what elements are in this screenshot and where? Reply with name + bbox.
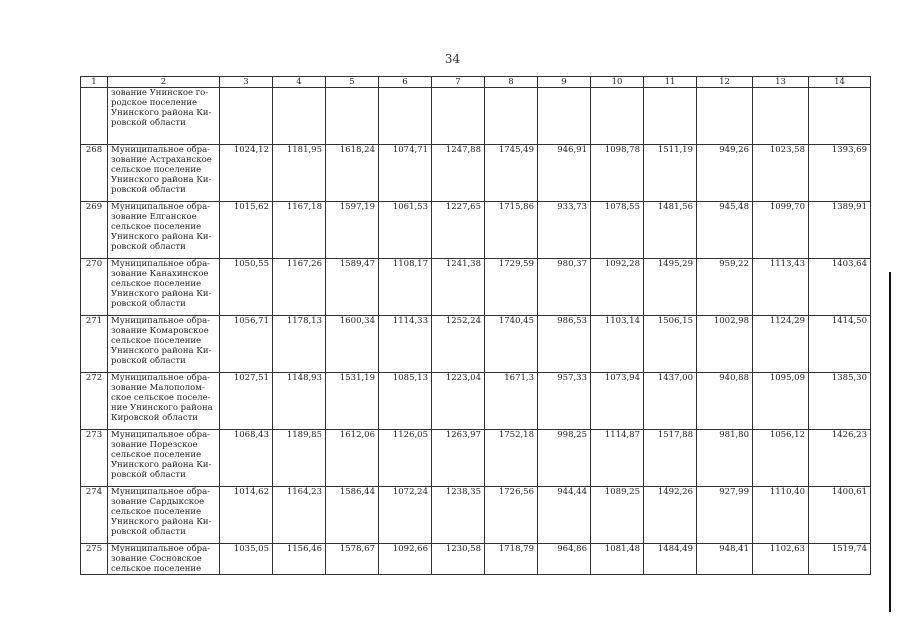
value-cell: 1089,25	[591, 487, 644, 544]
value-cell: 1164,23	[273, 487, 326, 544]
value-cell: 1600,34	[326, 316, 379, 373]
municipality-name-line: Муниципальное обра-	[111, 487, 211, 497]
value-cell: 1092,28	[591, 259, 644, 316]
value-cell: 1056,71	[220, 316, 273, 373]
municipality-name	[108, 487, 220, 544]
column-header: 12	[697, 77, 753, 88]
value-cell: 1068,43	[220, 430, 273, 487]
municipality-name-line: Муниципальное обра-	[111, 373, 211, 383]
municipality-name-line: ровской области	[111, 527, 186, 537]
municipality-name-line: Унинского района Ки-	[111, 346, 212, 356]
table-body	[81, 88, 871, 575]
value-cell	[220, 88, 273, 145]
municipality-name-line: зование Унинское го-	[111, 88, 209, 98]
value-cell: 964,86	[538, 544, 591, 575]
column-header: 4	[273, 77, 326, 88]
municipality-name-line: Муниципальное обра-	[111, 259, 211, 269]
column-header: 6	[379, 77, 432, 88]
value-cell	[644, 88, 697, 145]
value-cell: 1015,62	[220, 202, 273, 259]
value-cell: 1252,24	[432, 316, 485, 373]
column-header: 10	[591, 77, 644, 88]
value-cell: 1389,91	[809, 202, 871, 259]
value-cell: 945,48	[697, 202, 753, 259]
value-cell: 1492,26	[644, 487, 697, 544]
value-cell: 1056,12	[753, 430, 809, 487]
tariff-table	[80, 76, 871, 575]
value-cell: 1531,19	[326, 373, 379, 430]
row-number	[81, 88, 108, 145]
municipality-name-line: зование Малополом-	[111, 383, 205, 393]
value-cell: 1495,29	[644, 259, 697, 316]
value-cell: 1241,38	[432, 259, 485, 316]
column-header: 7	[432, 77, 485, 88]
municipality-name	[108, 373, 220, 430]
value-cell: 1726,56	[485, 487, 538, 544]
value-cell: 1506,15	[644, 316, 697, 373]
value-cell: 1189,85	[273, 430, 326, 487]
value-cell: 1586,44	[326, 487, 379, 544]
page-number: 34	[444, 52, 461, 66]
value-cell: 1181,95	[273, 145, 326, 202]
municipality-name-line: ровской области	[111, 185, 186, 195]
value-cell: 1230,58	[432, 544, 485, 575]
municipality-name-line: Унинского района Ки-	[111, 232, 212, 242]
value-cell: 1715,86	[485, 202, 538, 259]
value-cell: 1740,45	[485, 316, 538, 373]
value-cell: 933,73	[538, 202, 591, 259]
value-cell	[379, 88, 432, 145]
municipality-name-line: ровской области	[111, 242, 186, 252]
row-number: 269	[81, 202, 108, 259]
value-cell: 1178,13	[273, 316, 326, 373]
municipality-name-line: ровской области	[111, 356, 186, 366]
value-cell: 1023,58	[753, 145, 809, 202]
value-cell	[591, 88, 644, 145]
value-cell	[432, 88, 485, 145]
value-cell: 1671,3	[485, 373, 538, 430]
value-cell: 1400,61	[809, 487, 871, 544]
column-header: 11	[644, 77, 697, 88]
value-cell: 1024,12	[220, 145, 273, 202]
row-number: 275	[81, 544, 108, 575]
value-cell: 1124,29	[753, 316, 809, 373]
municipality-name-line: зование Астраханское	[111, 155, 212, 165]
value-cell: 998,25	[538, 430, 591, 487]
value-cell: 1167,26	[273, 259, 326, 316]
value-cell: 1102,63	[753, 544, 809, 575]
value-cell: 1099,70	[753, 202, 809, 259]
page-edge-line	[889, 272, 891, 612]
municipality-name-line: Муниципальное обра-	[111, 202, 211, 212]
value-cell: 946,91	[538, 145, 591, 202]
column-header: 14	[809, 77, 871, 88]
value-cell: 1589,47	[326, 259, 379, 316]
row-number: 268	[81, 145, 108, 202]
value-cell: 1745,49	[485, 145, 538, 202]
value-cell: 1481,56	[644, 202, 697, 259]
value-cell: 1126,05	[379, 430, 432, 487]
table-row	[81, 88, 871, 145]
value-cell: 1393,69	[809, 145, 871, 202]
column-header: 5	[326, 77, 379, 88]
value-cell: 1167,18	[273, 202, 326, 259]
value-cell: 1035,05	[220, 544, 273, 575]
value-cell: 949,26	[697, 145, 753, 202]
value-cell: 1618,24	[326, 145, 379, 202]
value-cell: 1092,66	[379, 544, 432, 575]
value-cell: 1597,19	[326, 202, 379, 259]
column-header: 3	[220, 77, 273, 88]
value-cell: 1050,55	[220, 259, 273, 316]
value-cell: 1426,23	[809, 430, 871, 487]
value-cell	[697, 88, 753, 145]
value-cell: 1729,59	[485, 259, 538, 316]
value-cell: 1718,79	[485, 544, 538, 575]
value-cell: 1148,93	[273, 373, 326, 430]
table-row	[81, 316, 871, 373]
value-cell: 1247,88	[432, 145, 485, 202]
value-cell: 1263,97	[432, 430, 485, 487]
municipality-name-line: ровской области	[111, 470, 186, 480]
value-cell: 1114,33	[379, 316, 432, 373]
value-cell: 1403,64	[809, 259, 871, 316]
municipality-name-line: Унинского района Ки-	[111, 175, 212, 185]
municipality-name-line: зование Порезское	[111, 440, 198, 450]
municipality-name	[108, 259, 220, 316]
municipality-name-line: Муниципальное обра-	[111, 430, 211, 440]
row-number: 273	[81, 430, 108, 487]
municipality-name-line: Муниципальное обра-	[111, 145, 211, 155]
value-cell: 1095,09	[753, 373, 809, 430]
table-row	[81, 145, 871, 202]
value-cell: 1484,49	[644, 544, 697, 575]
column-header: 13	[753, 77, 809, 88]
municipality-name-line: ние Унинского района	[111, 403, 213, 413]
value-cell: 1517,88	[644, 430, 697, 487]
value-cell: 1074,71	[379, 145, 432, 202]
column-header: 8	[485, 77, 538, 88]
value-cell: 1002,98	[697, 316, 753, 373]
municipality-name-line: зование Сардыкское	[111, 497, 205, 507]
value-cell: 1578,67	[326, 544, 379, 575]
value-cell: 1014,62	[220, 487, 273, 544]
value-cell: 1114,87	[591, 430, 644, 487]
municipality-name-line: сельское поселение	[111, 279, 202, 289]
municipality-name-line: сельское поселение	[111, 450, 202, 460]
value-cell: 1156,46	[273, 544, 326, 575]
table-row	[81, 259, 871, 316]
column-header: 9	[538, 77, 591, 88]
municipality-name-line: сельское поселение	[111, 165, 202, 175]
value-cell: 1085,13	[379, 373, 432, 430]
value-cell: 1103,14	[591, 316, 644, 373]
value-cell	[485, 88, 538, 145]
municipality-name-line: зование Комаровское	[111, 326, 209, 336]
value-cell: 1519,74	[809, 544, 871, 575]
municipality-name	[108, 202, 220, 259]
value-cell: 948,41	[697, 544, 753, 575]
value-cell	[538, 88, 591, 145]
value-cell: 1110,40	[753, 487, 809, 544]
municipality-name-line: сельское поселение	[111, 507, 202, 517]
municipality-name-line: ровской области	[111, 299, 186, 309]
value-cell: 1098,78	[591, 145, 644, 202]
column-header: 2	[108, 77, 220, 88]
value-cell: 1752,18	[485, 430, 538, 487]
municipality-name-line: Унинского района Ки-	[111, 460, 212, 470]
value-cell: 959,22	[697, 259, 753, 316]
value-cell: 1078,55	[591, 202, 644, 259]
municipality-name-line: Унинского района Ки-	[111, 289, 212, 299]
row-number: 274	[81, 487, 108, 544]
value-cell: 1113,43	[753, 259, 809, 316]
value-cell: 940,88	[697, 373, 753, 430]
municipality-name-line: родское поселение	[111, 98, 198, 108]
municipality-name-line: Муниципальное обра-	[111, 544, 211, 554]
municipality-name	[108, 145, 220, 202]
value-cell: 1072,24	[379, 487, 432, 544]
row-number: 270	[81, 259, 108, 316]
table-row	[81, 373, 871, 430]
municipality-name-line: ское сельское поселе-	[111, 393, 211, 403]
value-cell: 1414,50	[809, 316, 871, 373]
value-cell: 1061,53	[379, 202, 432, 259]
column-header: 1	[81, 77, 108, 88]
municipality-name-line: Муниципальное обра-	[111, 316, 211, 326]
row-number: 272	[81, 373, 108, 430]
municipality-name	[108, 430, 220, 487]
value-cell: 1223,04	[432, 373, 485, 430]
municipality-name-line: Унинского района Ки-	[111, 517, 212, 527]
value-cell	[753, 88, 809, 145]
value-cell: 1081,48	[591, 544, 644, 575]
value-cell: 986,53	[538, 316, 591, 373]
value-cell	[809, 88, 871, 145]
municipality-name-line: Унинского района Ки-	[111, 108, 212, 118]
value-cell: 1385,30	[809, 373, 871, 430]
value-cell: 944,44	[538, 487, 591, 544]
municipality-name-line: Кировской области	[111, 413, 198, 423]
value-cell: 1437,00	[644, 373, 697, 430]
table-row	[81, 430, 871, 487]
value-cell: 1612,06	[326, 430, 379, 487]
municipality-name	[108, 88, 220, 145]
value-cell: 1511,19	[644, 145, 697, 202]
municipality-name	[108, 544, 220, 575]
value-cell: 1073,94	[591, 373, 644, 430]
municipality-name-line: сельское поселение	[111, 564, 202, 574]
value-cell: 927,99	[697, 487, 753, 544]
value-cell	[273, 88, 326, 145]
table-row	[81, 544, 871, 575]
value-cell	[326, 88, 379, 145]
table-row	[81, 202, 871, 259]
municipality-name-line: сельское поселение	[111, 336, 202, 346]
municipality-name-line: сельское поселение	[111, 222, 202, 232]
header-row	[81, 77, 871, 88]
municipality-name-line: зование Елганское	[111, 212, 197, 222]
value-cell: 1238,35	[432, 487, 485, 544]
value-cell: 981,80	[697, 430, 753, 487]
municipality-name-line: зование Канахинское	[111, 269, 209, 279]
municipality-name-line: зование Сосновское	[111, 554, 202, 564]
value-cell: 957,33	[538, 373, 591, 430]
value-cell: 1227,65	[432, 202, 485, 259]
value-cell: 980,37	[538, 259, 591, 316]
row-number: 271	[81, 316, 108, 373]
municipality-name-line: ровской области	[111, 118, 186, 128]
value-cell: 1027,51	[220, 373, 273, 430]
value-cell: 1108,17	[379, 259, 432, 316]
table-row	[81, 487, 871, 544]
municipality-name	[108, 316, 220, 373]
